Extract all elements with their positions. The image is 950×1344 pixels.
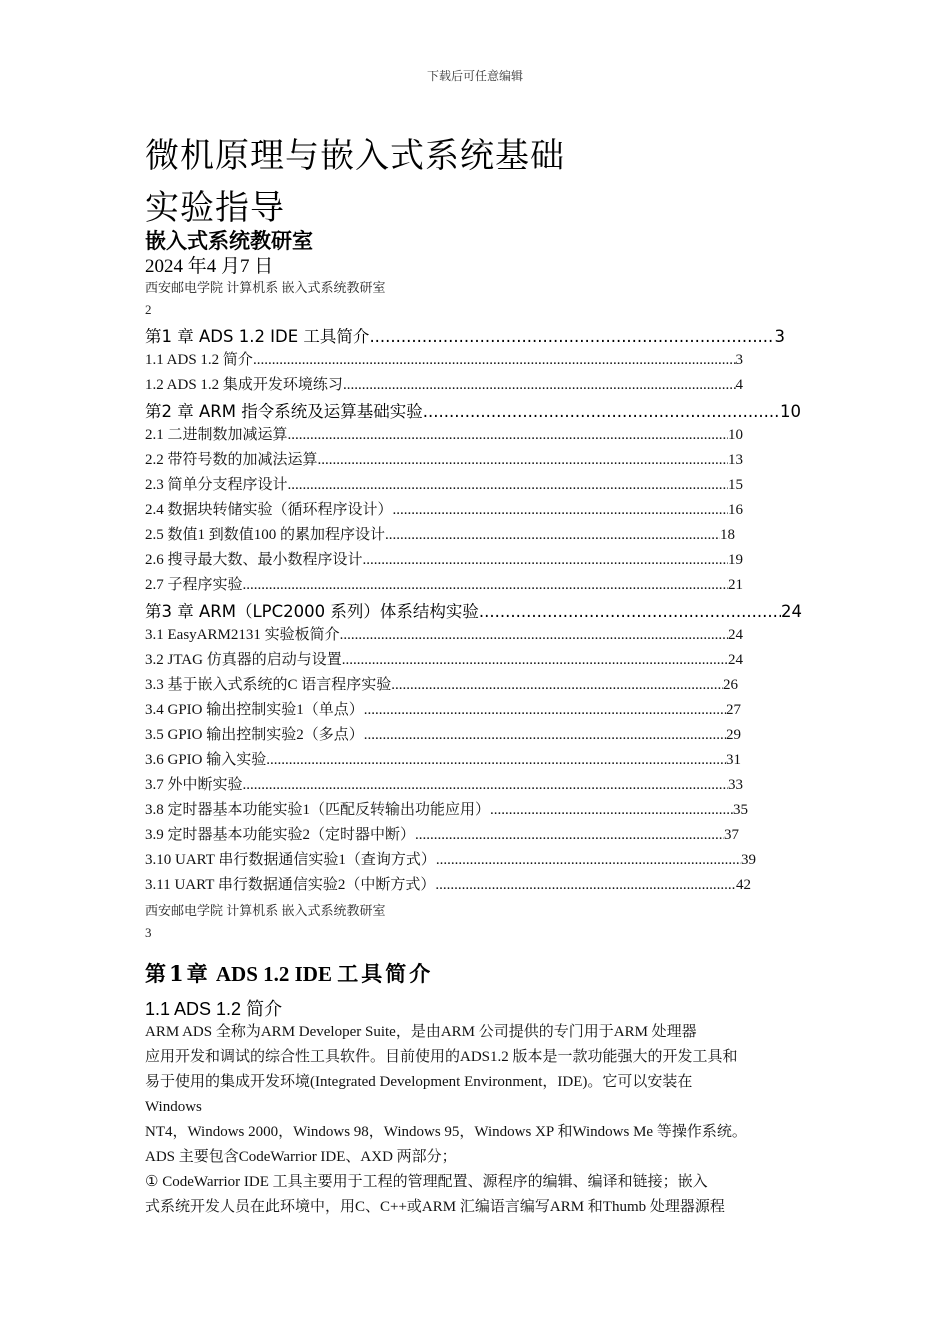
toc-entry-label: 3.2 JTAG 仿真器的启动与设置 [145, 652, 342, 668]
toc-entry-label: 2.7 子程序实验 [145, 577, 243, 593]
toc-entry-page: 39 [741, 852, 756, 868]
toc-entry-label: 2.5 数值1 到数值100 的累加程序设计 [145, 527, 386, 543]
toc-section-entry[interactable] [145, 723, 741, 748]
toc-leader-dots [243, 577, 728, 594]
body-text [145, 1020, 835, 1220]
toc-leader-dots [435, 877, 736, 894]
toc-entry-page: 18 [720, 527, 735, 543]
chapter-1-title-latin: ADS 1.2 IDE [215, 962, 332, 986]
toc-entry-label: 3.7 外中断实验 [145, 777, 243, 793]
header-note: 下载后可任意编辑 [426, 69, 523, 83]
toc-leader-dots [243, 777, 728, 794]
toc-leader-dots [363, 552, 728, 569]
toc-entry-page: 3 [774, 327, 785, 346]
toc-leader-dots [423, 402, 780, 421]
toc-entry-label: 3.10 UART 串行数据通信实验1（查询方式） [145, 852, 436, 868]
toc-entry-label: 第3 章 ARM（LPC2000 系列）体系结构实验 [145, 602, 479, 621]
toc-entry-page: 29 [726, 727, 741, 743]
footer-affiliation-1: 西安邮电学院 计算机系 嵌入式系统教研室 [145, 280, 386, 295]
toc-section-entry[interactable] [145, 798, 748, 823]
toc-entry-page: 13 [728, 452, 743, 468]
department: 嵌入式系统教研室 [145, 229, 313, 253]
toc-leader-dots [288, 477, 728, 494]
toc-entry-page: 31 [726, 752, 741, 768]
toc-entry-label: 3.11 UART 串行数据通信实验2（中断方式） [145, 877, 436, 893]
toc-entry-page: 35 [733, 802, 748, 818]
toc-section-entry[interactable] [145, 348, 743, 373]
toc-leader-dots [364, 702, 726, 719]
document-title-line1: 微机原理与嵌入式系统基础 [145, 136, 565, 176]
toc-leader-dots [288, 427, 728, 444]
toc-entry-page: 10 [780, 402, 801, 421]
toc-leader-dots [340, 627, 728, 644]
toc-section-entry[interactable] [145, 498, 743, 523]
toc-leader-dots [364, 727, 726, 744]
toc-section-entry[interactable] [145, 523, 735, 548]
document-title-line2: 实验指导 [145, 188, 285, 228]
footer-affiliation-2: 西安邮电学院 计算机系 嵌入式系统教研室 [145, 903, 386, 918]
table-of-contents [145, 323, 845, 898]
toc-entry-page: 3 [735, 352, 743, 368]
toc-section-entry[interactable] [145, 748, 741, 773]
toc-leader-dots [318, 452, 728, 469]
toc-leader-dots [393, 502, 728, 519]
toc-section-entry[interactable] [145, 423, 743, 448]
toc-section-entry[interactable] [145, 448, 743, 473]
body-line: ADS 主要包含CodeWarrior IDE、AXD 两部分； [145, 1149, 457, 1165]
toc-chapter-entry[interactable] [145, 398, 801, 423]
toc-section-entry[interactable] [145, 548, 743, 573]
toc-section-entry[interactable] [145, 848, 756, 873]
body-line: 式系统开发人员在此环境中，用C、C++或ARM 汇编语言编写ARM 和Thumb 处理器源程 [145, 1199, 725, 1215]
toc-entry-label: 2.6 搜寻最大数、最小数程序设计 [145, 552, 363, 568]
toc-section-entry[interactable] [145, 373, 743, 398]
toc-entry-page: 10 [728, 427, 743, 443]
toc-leader-dots [415, 827, 724, 844]
toc-entry-label: 2.1 二进制数加减运算 [145, 427, 288, 443]
toc-entry-page: 21 [728, 577, 743, 593]
toc-entry-label: 2.4 数据块转储实验（循环程序设计） [145, 502, 393, 518]
toc-entry-page: 42 [736, 877, 751, 893]
toc-section-entry[interactable] [145, 473, 743, 498]
chapter-1-title-cjk: 工具简介 [337, 961, 434, 986]
toc-leader-dots [266, 752, 726, 769]
toc-leader-dots [342, 652, 728, 669]
date: 2024 年4 月7 日 [145, 256, 274, 277]
body-line: 应用开发和调试的综合性工具软件。目前使用的ADS1.2 版本是一款功能强大的开发工具和 [145, 1049, 738, 1065]
toc-entry-page: 26 [723, 677, 738, 693]
page-number-3: 3 [145, 925, 152, 940]
toc-section-entry[interactable] [145, 698, 741, 723]
toc-entry-page: 33 [728, 777, 743, 793]
toc-section-entry[interactable] [145, 823, 739, 848]
toc-leader-dots [369, 327, 774, 346]
toc-leader-dots [490, 802, 733, 819]
toc-entry-label: 3.3 基于嵌入式系统的C 语言程序实验 [145, 677, 392, 693]
body-line: Windows [145, 1099, 202, 1115]
toc-entry-label: 第1 章 ADS 1.2 IDE 工具简介 [145, 327, 370, 346]
body-line: ARM ADS 全称为ARM Developer Suite，是由ARM 公司提供的专门用于ARM 处理器 [145, 1024, 697, 1040]
toc-leader-dots [436, 852, 741, 869]
toc-entry-label: 1.2 ADS 1.2 集成开发环境练习 [145, 377, 343, 393]
toc-entry-page: 15 [728, 477, 743, 493]
section-1-1-heading: 1.1 ADS 1.2 简介 [145, 999, 283, 1019]
toc-section-entry[interactable] [145, 648, 743, 673]
toc-leader-dots [391, 677, 723, 694]
toc-entry-page: 16 [728, 502, 743, 518]
toc-entry-page: 4 [735, 377, 743, 393]
toc-entry-label: 3.6 GPIO 输入实验 [145, 752, 267, 768]
toc-entry-page: 19 [728, 552, 743, 568]
toc-entry-label: 1.1 ADS 1.2 简介 [145, 352, 253, 368]
toc-section-entry[interactable] [145, 873, 751, 898]
toc-chapter-entry[interactable] [145, 323, 785, 348]
toc-entry-label: 3.9 定时器基本功能实验2（定时器中断） [145, 827, 416, 843]
toc-entry-page: 24 [728, 627, 743, 643]
toc-section-entry[interactable] [145, 623, 743, 648]
toc-leader-dots [253, 352, 736, 369]
toc-section-entry[interactable] [145, 673, 738, 698]
toc-entry-label: 3.4 GPIO 输出控制实验1（单点） [145, 702, 364, 718]
toc-entry-page: 37 [724, 827, 739, 843]
toc-entry-page: 27 [726, 702, 741, 718]
body-line: 易于使用的集成开发环境(Integrated Development Environment，IDE)。它可以安装在 [145, 1074, 693, 1090]
body-line: NT4，Windows 2000，Windows 98，Windows 95，Windows XP 和Windows Me 等操作系统。 [145, 1124, 747, 1140]
toc-entry-label: 3.5 GPIO 输出控制实验2（多点） [145, 727, 364, 743]
toc-section-entry[interactable] [145, 573, 743, 598]
toc-leader-dots [343, 377, 736, 394]
toc-entry-page: 24 [728, 652, 743, 668]
chapter-1-heading [145, 958, 433, 988]
toc-entry-label: 2.2 带符号数的加减法运算 [145, 452, 318, 468]
toc-entry-label: 2.3 简单分支程序设计 [145, 477, 288, 493]
toc-entry-label: 第2 章 ARM 指令系统及运算基础实验 [145, 402, 423, 421]
toc-section-entry[interactable] [145, 773, 743, 798]
toc-chapter-entry[interactable] [145, 598, 802, 623]
body-line: ① CodeWarrior IDE 工具主要用于工程的管理配置、源程序的编辑、编译和链接；嵌入 [145, 1174, 708, 1190]
toc-entry-page: 24 [781, 602, 802, 621]
toc-leader-dots [385, 527, 720, 544]
toc-leader-dots [479, 602, 781, 621]
chapter-1-number: 第1章 [145, 961, 211, 986]
toc-entry-label: 3.1 EasyARM2131 实验板简介 [145, 627, 340, 643]
page-number-2: 2 [145, 302, 152, 317]
toc-entry-label: 3.8 定时器基本功能实验1（匹配反转输出功能应用） [145, 802, 491, 818]
